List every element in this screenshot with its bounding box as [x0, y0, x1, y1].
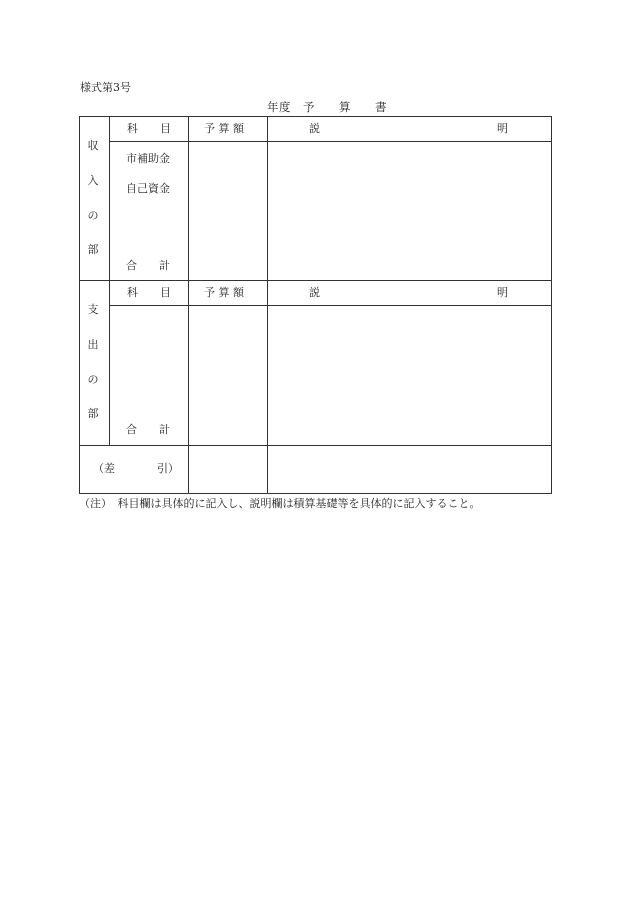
income-col-desc-end: 明 — [497, 122, 508, 135]
form-number: 様式第3号 — [80, 81, 131, 94]
item-budget-divider — [188, 116, 189, 494]
income-label-char: 収 — [87, 139, 99, 152]
income-label-char: 入 — [87, 174, 99, 187]
section-label-divider — [109, 116, 110, 446]
expense-label-char: 部 — [87, 407, 99, 420]
expense-label-char: の — [87, 373, 99, 386]
income-label-char: 部 — [87, 243, 99, 256]
expense-col-desc-start: 説 — [309, 286, 320, 299]
income-col-desc-start: 説 — [309, 122, 320, 135]
expense-col-desc-end: 明 — [497, 286, 508, 299]
expense-label-char: 出 — [87, 338, 99, 351]
income-item: 市補助金 — [126, 152, 170, 165]
table-border-top — [79, 116, 552, 117]
budget-desc-divider — [267, 116, 268, 494]
table-border-left — [79, 116, 80, 494]
expense-total-label: 合 計 — [126, 423, 170, 436]
income-col-item: 科 目 — [127, 122, 171, 135]
expense-header-divider — [109, 305, 552, 306]
document-title: 年度 予 算 書 — [267, 100, 387, 114]
expense-col-budget: 予 算 額 — [204, 286, 244, 299]
section-divider — [79, 280, 552, 281]
income-item: 自己資金 — [126, 182, 170, 195]
income-label-char: の — [87, 209, 99, 222]
income-total-label: 合 計 — [126, 259, 170, 272]
difference-label-start: （差 — [93, 462, 115, 475]
budget-table — [79, 116, 552, 494]
difference-label-end: 引） — [157, 462, 179, 475]
income-col-budget: 予 算 額 — [204, 122, 244, 135]
footnote: （注） 科目欄は具体的に記入し、説明欄は積算基礎等を具体的に記入すること。 — [79, 497, 481, 510]
income-header-divider — [109, 141, 552, 142]
table-border-bottom — [79, 493, 552, 494]
expense-label-char: 支 — [87, 303, 99, 316]
difference-divider — [79, 445, 552, 446]
expense-col-item: 科 目 — [127, 286, 171, 299]
